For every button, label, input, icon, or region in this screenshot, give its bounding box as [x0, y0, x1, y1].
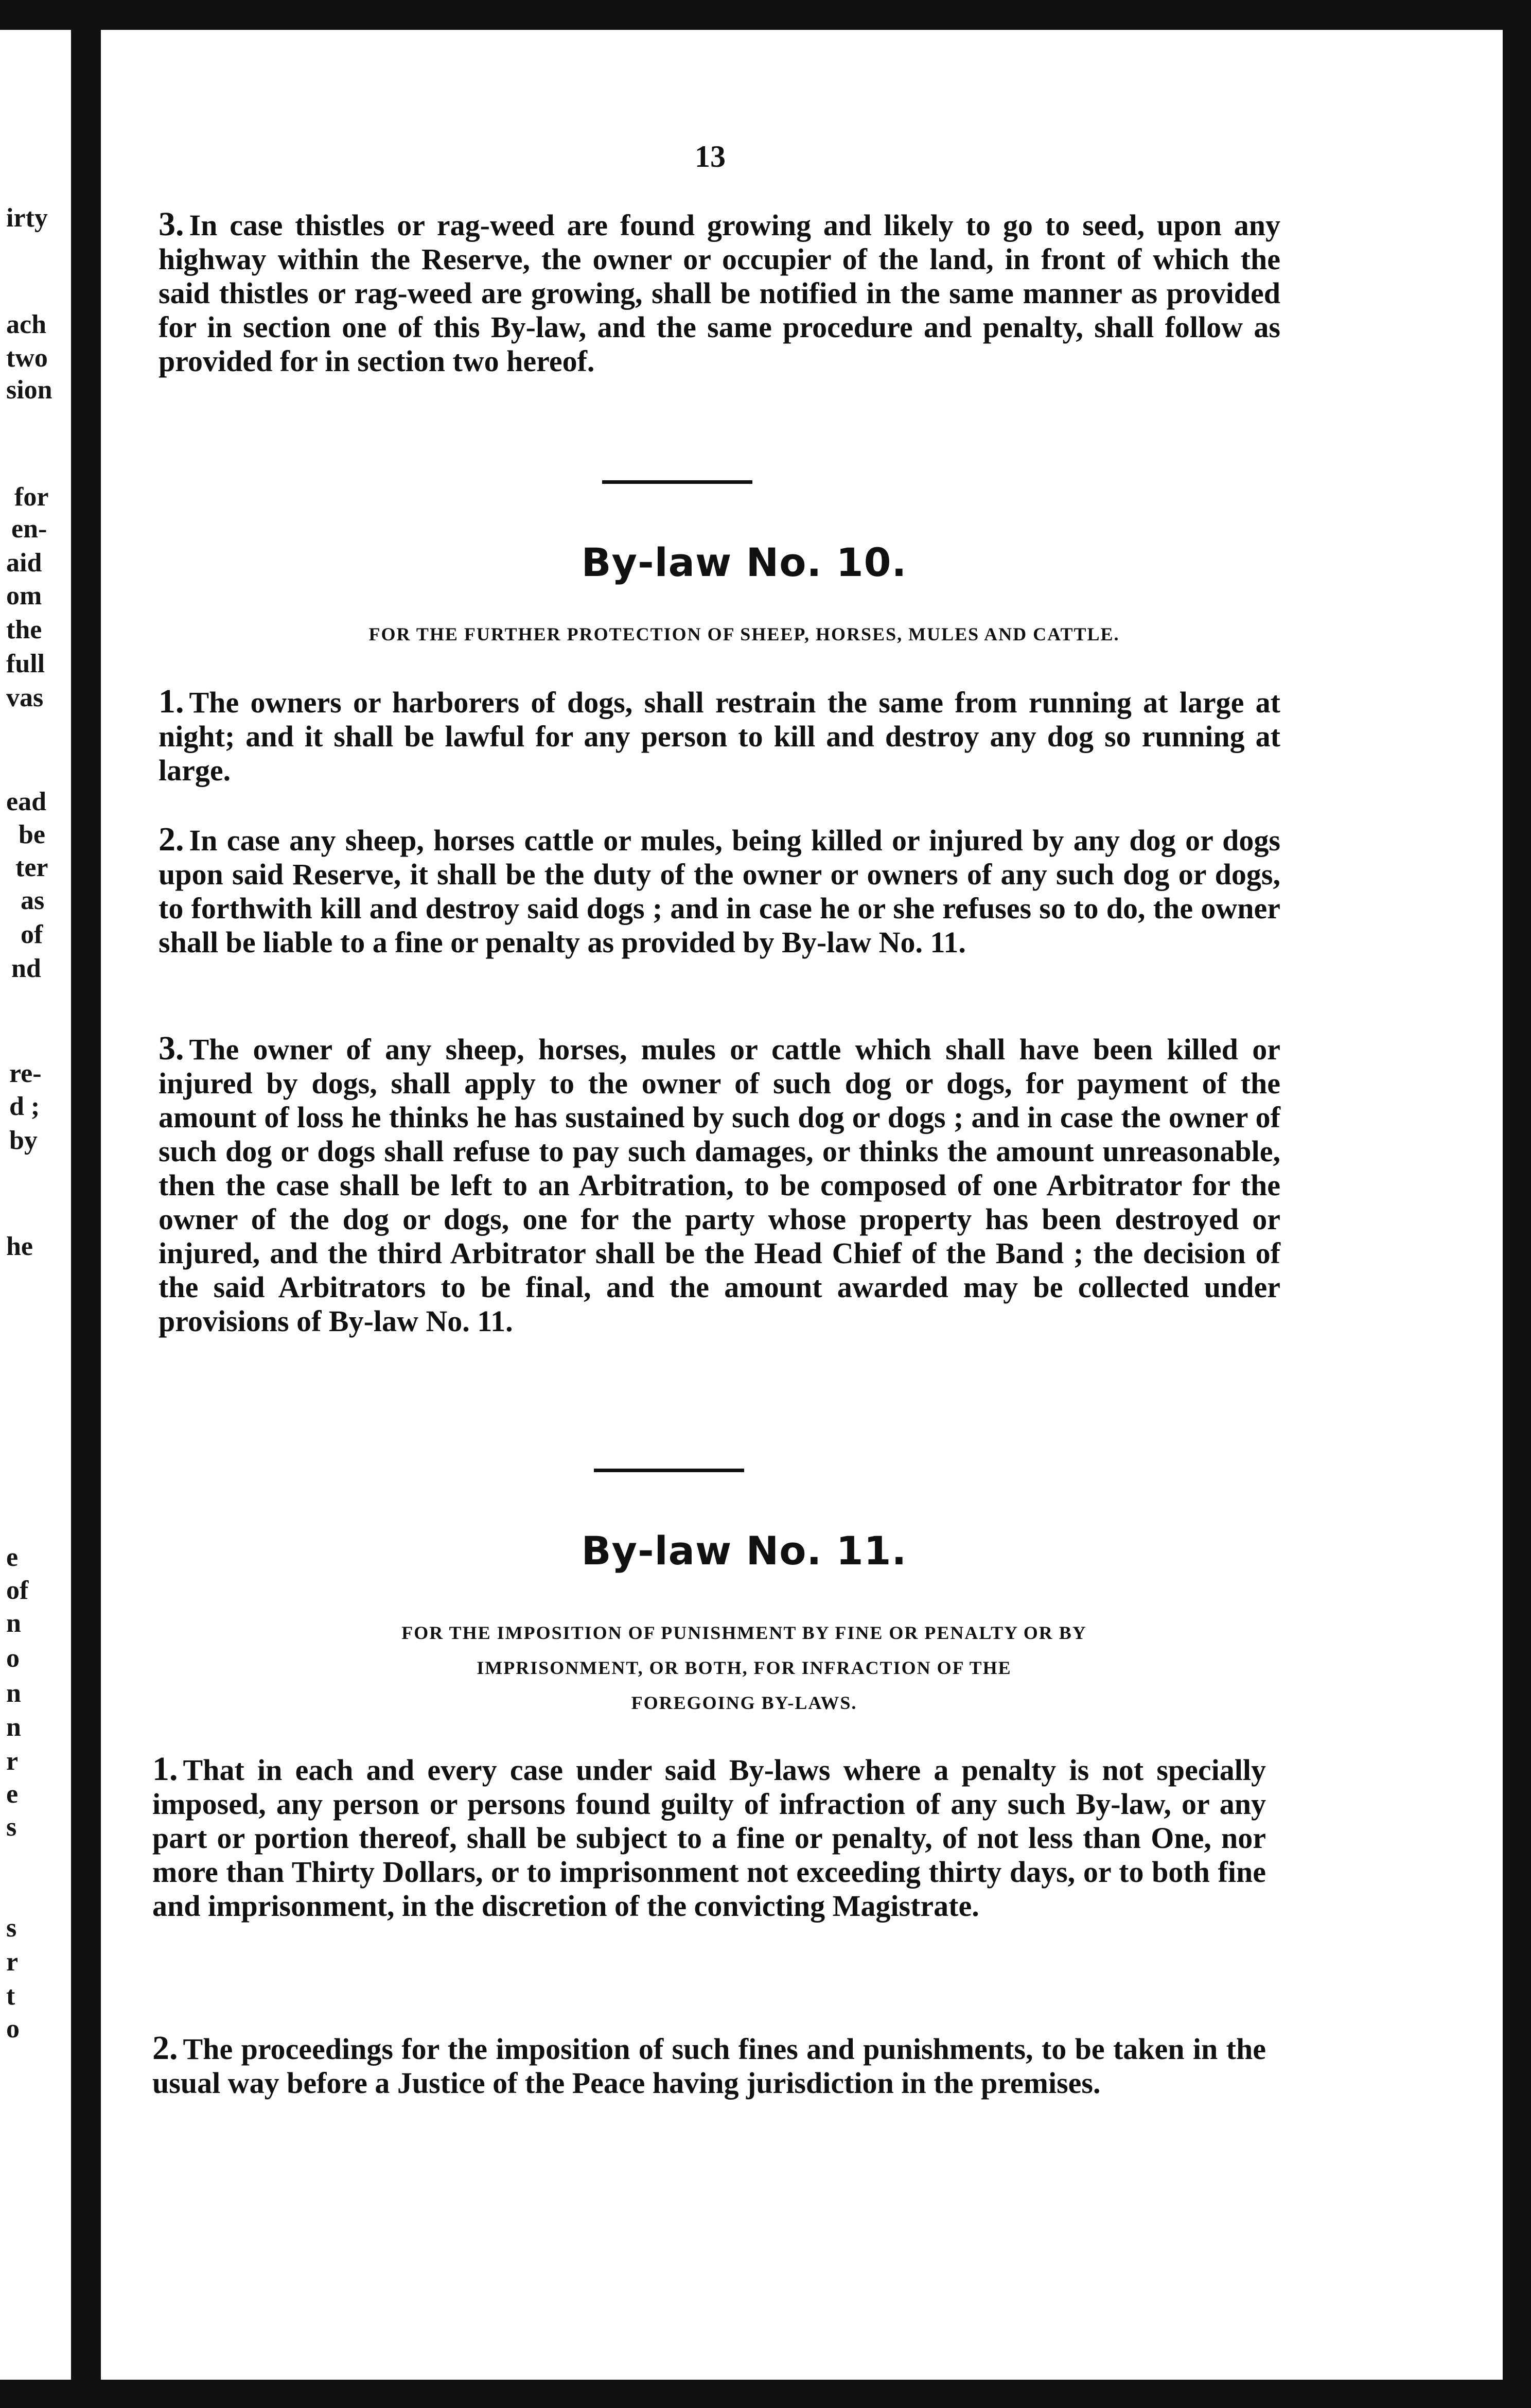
scan-border-bottom: [0, 2380, 1531, 2408]
adjacent-page-fragment: n: [6, 1609, 21, 1638]
bylaw10-section-1: [159, 685, 1280, 788]
bylaw11-subtitle-line-2: IMPRISONMENT, OR BOTH, FOR INFRACTION OF THE: [477, 1657, 1012, 1678]
adjacent-page-fragment: of: [6, 1576, 29, 1605]
document-page: [101, 30, 1503, 2380]
bylaw10-section-3: [159, 1029, 1280, 1338]
section-text: In case any sheep, horses cattle or mules, being killed or injured by any dog or dogs upon said Reserve, it shall be the duty of the owner or owners of any such dog or dogs, to forthwith kill and destroy said dogs ; and in case he or she refuses so to do, the owner shall be liable to a fine or penalty as provided by By-law No. 11.: [159, 824, 1280, 959]
section-text: The owners or harborers of dogs, shall restrain the same from running at large at night; and it shall be lawful for any person to kill and destroy any dog so running at large.: [159, 686, 1280, 787]
adjacent-page-fragment: he: [6, 1232, 33, 1261]
bylaw10-title: By-law No. 10.: [581, 539, 907, 585]
bylaw11-subtitle-line-1: FOR THE IMPOSITION OF PUNISHMENT BY FINE OR PENALTY OR BY: [401, 1622, 1087, 1643]
adjacent-page-fragment: irty: [6, 203, 48, 233]
section-number: 2.: [152, 2029, 178, 2067]
adjacent-page-fragment: o: [6, 2014, 20, 2044]
bylaw11-subtitle-line-3: FOREGOING BY-LAWS.: [631, 1692, 857, 1713]
bylaw10-section-2: [159, 823, 1280, 959]
adjacent-page-fragment: re-: [9, 1059, 42, 1088]
section-number: 3.: [159, 205, 184, 243]
adjacent-page-fragment: sion: [6, 375, 52, 405]
adjacent-page-fragment: vas: [6, 683, 44, 712]
adjacent-page-fragment: by: [9, 1126, 38, 1155]
adjacent-page-fragment: ter: [15, 853, 48, 882]
section-number: 3.: [159, 1029, 184, 1067]
adjacent-page-fragment: full: [6, 649, 45, 678]
adjacent-page-fragment: two: [6, 343, 48, 373]
adjacent-page-fragment: nd: [11, 954, 41, 983]
adjacent-page-strip: [0, 0, 71, 2408]
adjacent-page-fragment: n: [6, 1679, 21, 1708]
adjacent-page-fragment: the: [6, 615, 42, 644]
bylaw11-section-2: [152, 2031, 1266, 2100]
adjacent-page-fragment: e: [6, 1779, 19, 1809]
bylaw11-section-1: [152, 1752, 1266, 1923]
adjacent-page-fragment: as: [21, 886, 45, 915]
section-text: The proceedings for the imposition of such fines and punishments, to be taken in the usual way before a Justice of the Peace having jurisdiction in the premises.: [152, 2032, 1266, 2100]
adjacent-page-fragment: ead: [6, 787, 46, 816]
section-divider: [594, 1469, 744, 1472]
page-number: 13: [695, 139, 726, 173]
adjacent-page-fragment: d ;: [9, 1092, 40, 1121]
adjacent-page-fragment: aid: [6, 548, 42, 578]
adjacent-page-fragment: r: [6, 1947, 19, 1977]
adjacent-page-fragment: of: [21, 920, 43, 949]
book-gutter: [71, 0, 101, 2408]
adjacent-page-fragment: for: [14, 482, 49, 512]
adjacent-page-fragment: be: [19, 820, 45, 849]
adjacent-page-fragment: r: [6, 1747, 19, 1776]
adjacent-page-fragment: s: [6, 1913, 17, 1943]
adjacent-page-fragment: en-: [11, 514, 47, 544]
section-number: 1.: [152, 1750, 178, 1788]
adjacent-page-fragment: e: [6, 1543, 19, 1572]
adjacent-page-fragment: ach: [6, 310, 46, 339]
adjacent-page-fragment: n: [6, 1713, 21, 1742]
section-divider: [602, 480, 752, 484]
bylaw9-section-3: [159, 207, 1280, 378]
section-text: In case thistles or rag-weed are found growing and likely to go to seed, upon any highway within the Reserve, the owner or occupier of the land, in front of which the said thistles or rag-weed are growing, shall be notified in the same manner as provided for in section one of this By-law, and the same procedure and penalty, shall follow as provided for in section two hereof.: [159, 208, 1280, 378]
bylaw10-subtitle: FOR THE FURTHER PROTECTION OF SHEEP, HORSES, MULES AND CATTLE.: [368, 624, 1120, 644]
section-text: That in each and every case under said By-laws where a penalty is not specially imposed, any person or persons found guilty of infraction of any such By-law, or any part or portion thereof, shall be subject to a fine or penalty, of not less than One, nor more than Thirty Dollars, or to imprisonment not exceeding thirty days, or to both fine and imprisonment, in the discretion of the convicting Magistrate.: [152, 1753, 1266, 1923]
bylaw11-title: By-law No. 11.: [581, 1528, 907, 1574]
section-number: 1.: [159, 683, 184, 720]
adjacent-page-fragment: om: [6, 581, 42, 610]
section-text: The owner of any sheep, horses, mules or cattle which shall have been killed or injured by dogs, shall apply to the owner of such dog or dogs, for payment of the amount of loss he thinks he has sustained by such dog or dogs ; and in case the owner of such dog or dogs shall refuse to pay such damages, or thinks the amount unreasonable, then the case shall be left to an Arbitration, to be composed of one Arbitrator for the owner of the dog or dogs, one for the party whose property has been destroyed or injured, and the third Arbitrator shall be the Head Chief of the Band ; the decision of the said Arbitrators to be final, and the amount awarded may be collected under provisions of By-law No. 11.: [159, 1033, 1280, 1338]
adjacent-page-fragment: s: [6, 1812, 17, 1842]
scan-border-top: [0, 0, 1531, 30]
adjacent-page-fragment: t: [6, 1981, 15, 2011]
adjacent-page-fragment: o: [6, 1644, 20, 1673]
scan-border-right: [1503, 0, 1531, 2408]
section-number: 2.: [159, 821, 184, 858]
